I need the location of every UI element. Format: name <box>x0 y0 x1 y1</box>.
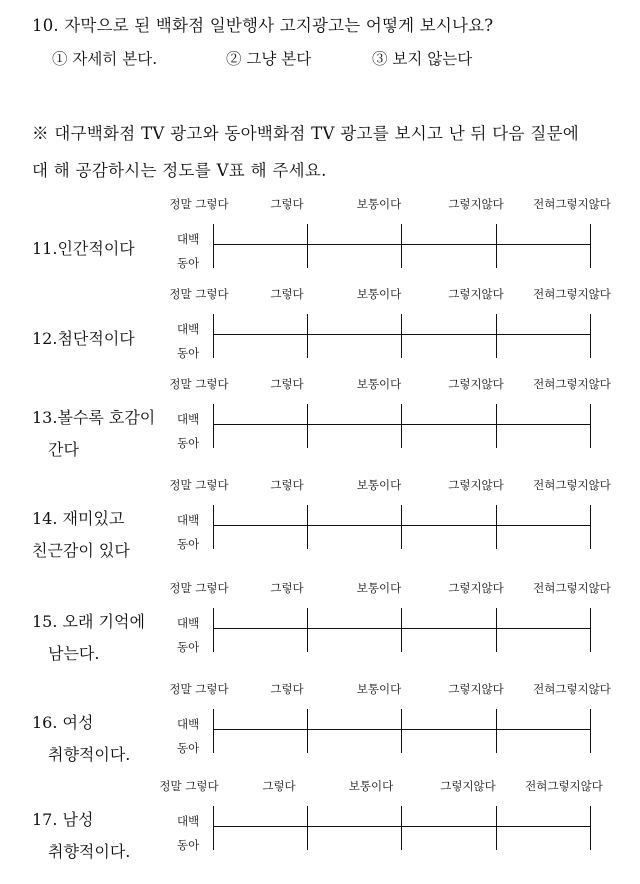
row-label-donga: 동아 <box>177 640 200 654</box>
question-13-text-line-2: 간다 <box>48 440 79 459</box>
scale-label-2: 그렇다 <box>270 478 304 492</box>
rating-scale-tick-4[interactable] <box>496 505 497 549</box>
row-label-donga: 동아 <box>177 346 200 360</box>
scale-label-1: 정말 그렇다 <box>169 478 229 492</box>
rating-scale-tick-2[interactable] <box>307 224 308 268</box>
rating-scale-tick-3[interactable] <box>401 709 402 753</box>
scale-label-4: 그렇지않다 <box>448 478 504 492</box>
scale-label-5: 전혀그렇지않다 <box>533 478 611 492</box>
scale-label-3: 보통이다 <box>356 581 402 595</box>
rating-scale-tick-2[interactable] <box>307 404 308 448</box>
rating-scale-tick-5[interactable] <box>590 505 591 549</box>
rating-scale-tick-1[interactable] <box>213 314 214 358</box>
scale-label-3: 보통이다 <box>356 287 402 301</box>
scale-label-1: 정말 그렇다 <box>159 779 219 793</box>
scale-label-4: 그렇지않다 <box>448 581 504 595</box>
rating-scale-tick-1[interactable] <box>213 806 214 850</box>
rating-scale-tick-2[interactable] <box>307 709 308 753</box>
question-14-text-line-2: 친근감이 있다 <box>32 541 130 560</box>
rating-scale-tick-1[interactable] <box>213 505 214 549</box>
rating-scale-tick-2[interactable] <box>307 806 308 850</box>
scale-label-4: 그렇지않다 <box>448 377 504 391</box>
row-label-donga: 동아 <box>177 741 200 755</box>
instruction-line-1: ※ 대구백화점 TV 광고와 동아백화점 TV 광고를 보시고 난 뒤 다음 질문에 <box>32 124 580 143</box>
rating-scale-tick-3[interactable] <box>401 314 402 358</box>
scale-label-5: 전혀그렇지않다 <box>525 779 603 793</box>
question-11-text: 11.인간적이다 <box>32 239 135 258</box>
rating-scale-tick-5[interactable] <box>590 314 591 358</box>
question-17-text-line-2: 취향적이다. <box>48 842 131 861</box>
rating-scale-tick-4[interactable] <box>496 806 497 850</box>
rating-scale-tick-2[interactable] <box>307 314 308 358</box>
row-label-donga: 동아 <box>177 537 200 551</box>
scale-label-2: 그렇다 <box>270 377 304 391</box>
scale-label-4: 그렇지않다 <box>448 287 504 301</box>
rating-scale-tick-3[interactable] <box>401 505 402 549</box>
rating-scale-tick-2[interactable] <box>307 608 308 652</box>
scale-label-3: 보통이다 <box>356 377 402 391</box>
scale-label-3: 보통이다 <box>356 682 402 696</box>
rating-scale-tick-1[interactable] <box>213 404 214 448</box>
scale-label-1: 정말 그렇다 <box>169 197 229 211</box>
rating-scale-tick-3[interactable] <box>401 404 402 448</box>
scale-label-2: 그렇다 <box>270 581 304 595</box>
scale-label-5: 전혀그렇지않다 <box>533 377 611 391</box>
scale-label-1: 정말 그렇다 <box>169 682 229 696</box>
rating-scale-tick-1[interactable] <box>213 709 214 753</box>
scale-label-3: 보통이다 <box>356 197 402 211</box>
scale-label-5: 전혀그렇지않다 <box>533 682 611 696</box>
row-label-donga: 동아 <box>177 256 200 270</box>
scale-label-5: 전혀그렇지않다 <box>533 581 611 595</box>
row-label-daebaek: 대백 <box>177 814 200 828</box>
scale-label-2: 그렇다 <box>262 779 296 793</box>
question-13-text-line-1: 13.볼수록 호감이 <box>32 408 156 427</box>
scale-label-2: 그렇다 <box>270 197 304 211</box>
q10-option-3[interactable]: ③ 보지 않는다 <box>372 50 473 68</box>
rating-scale-tick-1[interactable] <box>213 608 214 652</box>
rating-scale-tick-4[interactable] <box>496 608 497 652</box>
q10-option-1[interactable]: ① 자세히 본다. <box>52 50 158 68</box>
rating-scale-tick-4[interactable] <box>496 314 497 358</box>
scale-label-1: 정말 그렇다 <box>169 581 229 595</box>
question-12-text: 12.첨단적이다 <box>32 329 135 348</box>
question-15-text-line-1: 15. 오래 기억에 <box>32 612 145 631</box>
scale-label-5: 전혀그렇지않다 <box>533 197 611 211</box>
row-label-daebaek: 대백 <box>177 513 200 527</box>
row-label-daebaek: 대백 <box>177 412 200 426</box>
scale-label-5: 전혀그렇지않다 <box>533 287 611 301</box>
row-label-daebaek: 대백 <box>177 232 200 246</box>
q10-option-2[interactable]: ② 그냥 본다 <box>226 50 312 68</box>
question-17-text-line-1: 17. 남성 <box>32 810 94 829</box>
scale-label-4: 그렇지않다 <box>448 197 504 211</box>
rating-scale-tick-3[interactable] <box>401 806 402 850</box>
row-label-donga: 동아 <box>177 436 200 450</box>
rating-scale-tick-5[interactable] <box>590 709 591 753</box>
rating-scale-tick-4[interactable] <box>496 709 497 753</box>
rating-scale-tick-5[interactable] <box>590 224 591 268</box>
question-15-text-line-2: 남는다. <box>48 644 100 663</box>
question-14-text-line-1: 14. 재미있고 <box>32 509 125 528</box>
scale-label-1: 정말 그렇다 <box>169 377 229 391</box>
rating-scale-tick-2[interactable] <box>307 505 308 549</box>
question-10: 10. 자막으로 된 백화점 일반행사 고지광고는 어떻게 보시나요? <box>32 16 494 35</box>
row-label-daebaek: 대백 <box>177 322 200 336</box>
scale-label-3: 보통이다 <box>356 478 402 492</box>
rating-scale-tick-4[interactable] <box>496 224 497 268</box>
scale-label-4: 그렇지않다 <box>448 682 504 696</box>
instruction-line-2: 대 해 공감하시는 정도를 V표 해 주세요. <box>32 161 327 180</box>
rating-scale-tick-1[interactable] <box>213 224 214 268</box>
rating-scale-tick-5[interactable] <box>590 806 591 850</box>
rating-scale-tick-5[interactable] <box>590 608 591 652</box>
row-label-daebaek: 대백 <box>177 717 200 731</box>
question-16-text-line-2: 취향적이다. <box>48 745 131 764</box>
rating-scale-tick-5[interactable] <box>590 404 591 448</box>
rating-scale-tick-4[interactable] <box>496 404 497 448</box>
question-16-text-line-1: 16. 여성 <box>32 713 94 732</box>
scale-label-3: 보통이다 <box>348 779 394 793</box>
row-label-donga: 동아 <box>177 838 200 852</box>
scale-label-4: 그렇지않다 <box>440 779 496 793</box>
rating-scale-tick-3[interactable] <box>401 608 402 652</box>
rating-scale-tick-3[interactable] <box>401 224 402 268</box>
scale-label-2: 그렇다 <box>270 287 304 301</box>
scale-label-2: 그렇다 <box>270 682 304 696</box>
scale-label-1: 정말 그렇다 <box>169 287 229 301</box>
row-label-daebaek: 대백 <box>177 616 200 630</box>
